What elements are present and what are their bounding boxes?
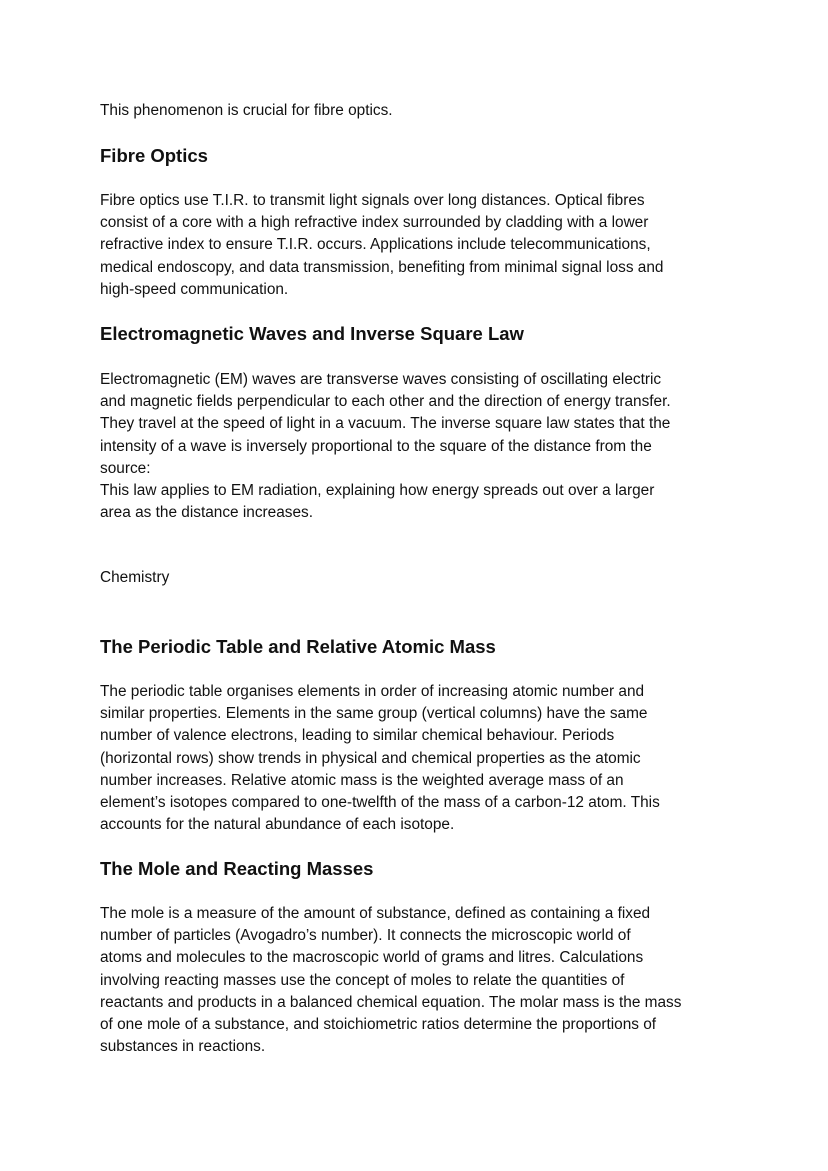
heading-mole: The Mole and Reacting Masses (100, 858, 374, 879)
heading-em-waves: Electromagnetic Waves and Inverse Square Law (100, 323, 524, 344)
paragraph-periodic-table: The periodic table organises elements in order of increasing atomic number and similar properties. Elements in the same group (vertical columns) have the same number of valence electrons, leading to similar chemical behaviour. Periods (horizontal rows) show trends in physical and chemical properties as the atomic number increases. Relative atomic mass is the weighted average mass of an element’s isotopes compared to one-twelfth of the mass of a carbon-12 atom. This accounts for the natural abundance of each isotope. (100, 683, 660, 834)
paragraph-em-waves: Electromagnetic (EM) waves are transverse waves consisting of oscillating electric and magnetic fields perpendicular to each other and the direction of energy transfer. They travel at the speed of light in a vacuum. The inverse square law states that the intensity of a wave is inversely proportional to the square of the distance from the source: This law applies to EM radiation, explaining how energy spreads out over a larger area as the distance increases. (100, 371, 671, 522)
paragraph-fibre-optics: Fibre optics use T.I.R. to transmit light signals over long distances. Optical fibres consist of a core with a high refractive index surrounded by cladding with a lower refractive index to ensure T.I.R. occurs. Applications include telecommunications, medical endoscopy, and data transmission, benefiting from minimal signal loss and high-speed communication. (100, 192, 664, 298)
heading-periodic-table: The Periodic Table and Relative Atomic Mass (100, 636, 496, 657)
heading-fibre-optics: Fibre Optics (100, 145, 208, 166)
intro-text: This phenomenon is crucial for fibre optics. (100, 102, 393, 119)
paragraph-mole: The mole is a measure of the amount of substance, defined as containing a fixed number of particles (Avogadro’s number). It connects the microscopic world of atoms and molecules to the macroscopic world of grams and litres. Calculations involving reacting masses use the concept of moles to relate the quantities of reactants and products in a balanced chemical equation. The molar mass is the mass of one mole of a substance, and stoichiometric ratios determine the proportions of substances in reactions. (100, 905, 682, 1056)
chemistry-label: Chemistry (100, 569, 170, 586)
